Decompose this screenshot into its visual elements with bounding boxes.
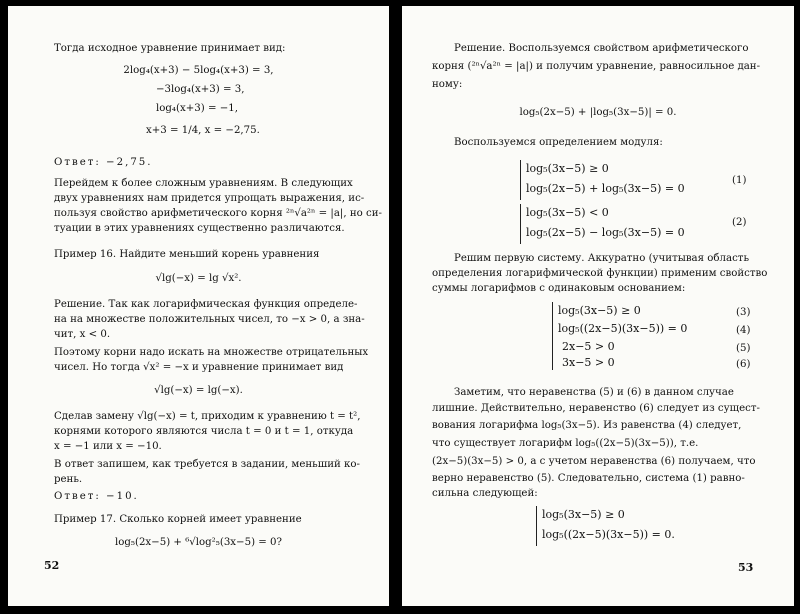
- system-line: log₅(2x−5) + log₅(3x−5) = 0: [526, 182, 685, 195]
- text-line: вования логарифма log₅(3x−5). Из равенства (4) следует,: [432, 420, 742, 431]
- system-brace: [520, 160, 521, 200]
- text-line: чисел. Но тогда √x² = −x и уравнение принимает вид: [54, 362, 344, 373]
- right-page: [402, 6, 794, 606]
- system-line: log₅((2x−5)(3x−5)) = 0: [558, 322, 688, 335]
- text-line: пользуя свойство арифметического корня ²ⁿ√a²ⁿ = |a|, но си-: [54, 208, 382, 219]
- equation-line: 2log₄(x+3) − 5log₄(x+3) = 3,: [123, 65, 274, 76]
- equation-number: (2): [732, 217, 747, 228]
- text-line: туации в этих уравнениях существенно различаются.: [54, 223, 345, 234]
- text-line: Заметим, что неравенства (5) и (6) в данном случае: [454, 387, 734, 398]
- equation-number: (1): [732, 175, 747, 186]
- system-brace: [536, 506, 537, 546]
- text-line: (2x−5)(3x−5) > 0, а с учетом неравенства (6) получаем, что: [432, 456, 756, 467]
- page-number: 52: [44, 559, 60, 572]
- equation-number: (4): [736, 325, 751, 336]
- system-line: log₅(3x−5) ≥ 0: [526, 162, 609, 175]
- text-line: Тогда исходное уравнение принимает вид:: [54, 43, 286, 54]
- text-line: Решение. Воспользуемся свойством арифметического: [454, 43, 749, 54]
- equation-number: (6): [736, 359, 751, 370]
- equation-line: −3log₄(x+3) = 3,: [156, 84, 245, 95]
- system-brace: [520, 204, 521, 244]
- text-line: рень.: [54, 474, 83, 485]
- text-line: корнями которого являются числа t = 0 и t = 1, откуда: [54, 426, 354, 437]
- equation-number: (5): [736, 343, 751, 354]
- equation-line: log₅(2x−5) + |log₅(3x−5)| = 0.: [519, 107, 677, 118]
- text-line: корня (²ⁿ√a²ⁿ = |a|) и получим уравнение, равносильное дан-: [432, 61, 761, 72]
- equation-number: (3): [736, 307, 751, 318]
- text-line: Поэтому корни надо искать на множестве отрицательных: [54, 347, 369, 358]
- text-line: чит, x < 0.: [54, 329, 111, 340]
- system-line: log₅(3x−5) ≥ 0: [542, 508, 625, 521]
- example-heading: Пример 17. Сколько корней имеет уравнение: [54, 514, 302, 525]
- text-line: сильна следующей:: [432, 488, 538, 499]
- equation-line: log₅(2x−5) + ⁶√log²₅(3x−5) = 0?: [114, 537, 282, 548]
- system-line: log₅(2x−5) − log₅(3x−5) = 0: [526, 226, 685, 239]
- system-line: log₅(3x−5) < 0: [526, 206, 609, 219]
- text-line: Решение. Так как логарифмическая функция определе-: [54, 299, 358, 310]
- system-line: 3x−5 > 0: [562, 356, 615, 369]
- equation-line: √lg(−x) = lg √x².: [155, 273, 242, 284]
- text-line: суммы логарифмов с одинаковым основанием:: [432, 283, 686, 294]
- page-number: 53: [738, 561, 754, 574]
- text-line: ному:: [432, 79, 463, 90]
- left-page: [8, 6, 389, 606]
- text-line: верно неравенство (5). Следовательно, система (1) равно-: [432, 473, 745, 484]
- answer-line: Ответ: −10.: [54, 491, 139, 502]
- system-line: log₅(3x−5) ≥ 0: [558, 304, 641, 317]
- text-line: Перейдем к более сложным уравнениям. В следующих: [54, 178, 353, 189]
- text-line: В ответ запишем, как требуется в задании, меньший ко-: [54, 459, 360, 470]
- system-line: 2x−5 > 0: [562, 340, 615, 353]
- text-line: двух уравнениях нам придется упрощать выражения, ис-: [54, 193, 365, 204]
- text-line: что существует логарифм log₅((2x−5)(3x−5)), т.е.: [432, 438, 699, 449]
- equation-line: √lg(−x) = lg(−x).: [154, 385, 243, 396]
- text-line: лишние. Действительно, неравенство (6) следует из сущест-: [432, 403, 760, 414]
- text-line: x = −1 или x = −10.: [54, 441, 162, 452]
- equation-line: log₄(x+3) = −1,: [156, 103, 238, 114]
- answer-line: Ответ: −2,75.: [54, 157, 153, 168]
- text-line: Сделав замену √lg(−x) = t, приходим к уравнению t = t²,: [54, 411, 361, 422]
- system-line: log₅((2x−5)(3x−5)) = 0.: [542, 528, 675, 541]
- equation-line: x+3 = 1/4, x = −2,75.: [146, 125, 260, 136]
- text-line: Воспользуемся определением модуля:: [454, 137, 663, 148]
- text-line: Решим первую систему. Аккуратно (учитывая область: [454, 253, 749, 264]
- text-line: на на множестве положительных чисел, то −x > 0, а зна-: [54, 314, 365, 325]
- example-heading: Пример 16. Найдите меньший корень уравнения: [54, 249, 320, 260]
- text-line: определения логарифмической функции) применим свойство: [432, 268, 768, 279]
- system-brace: [552, 302, 553, 370]
